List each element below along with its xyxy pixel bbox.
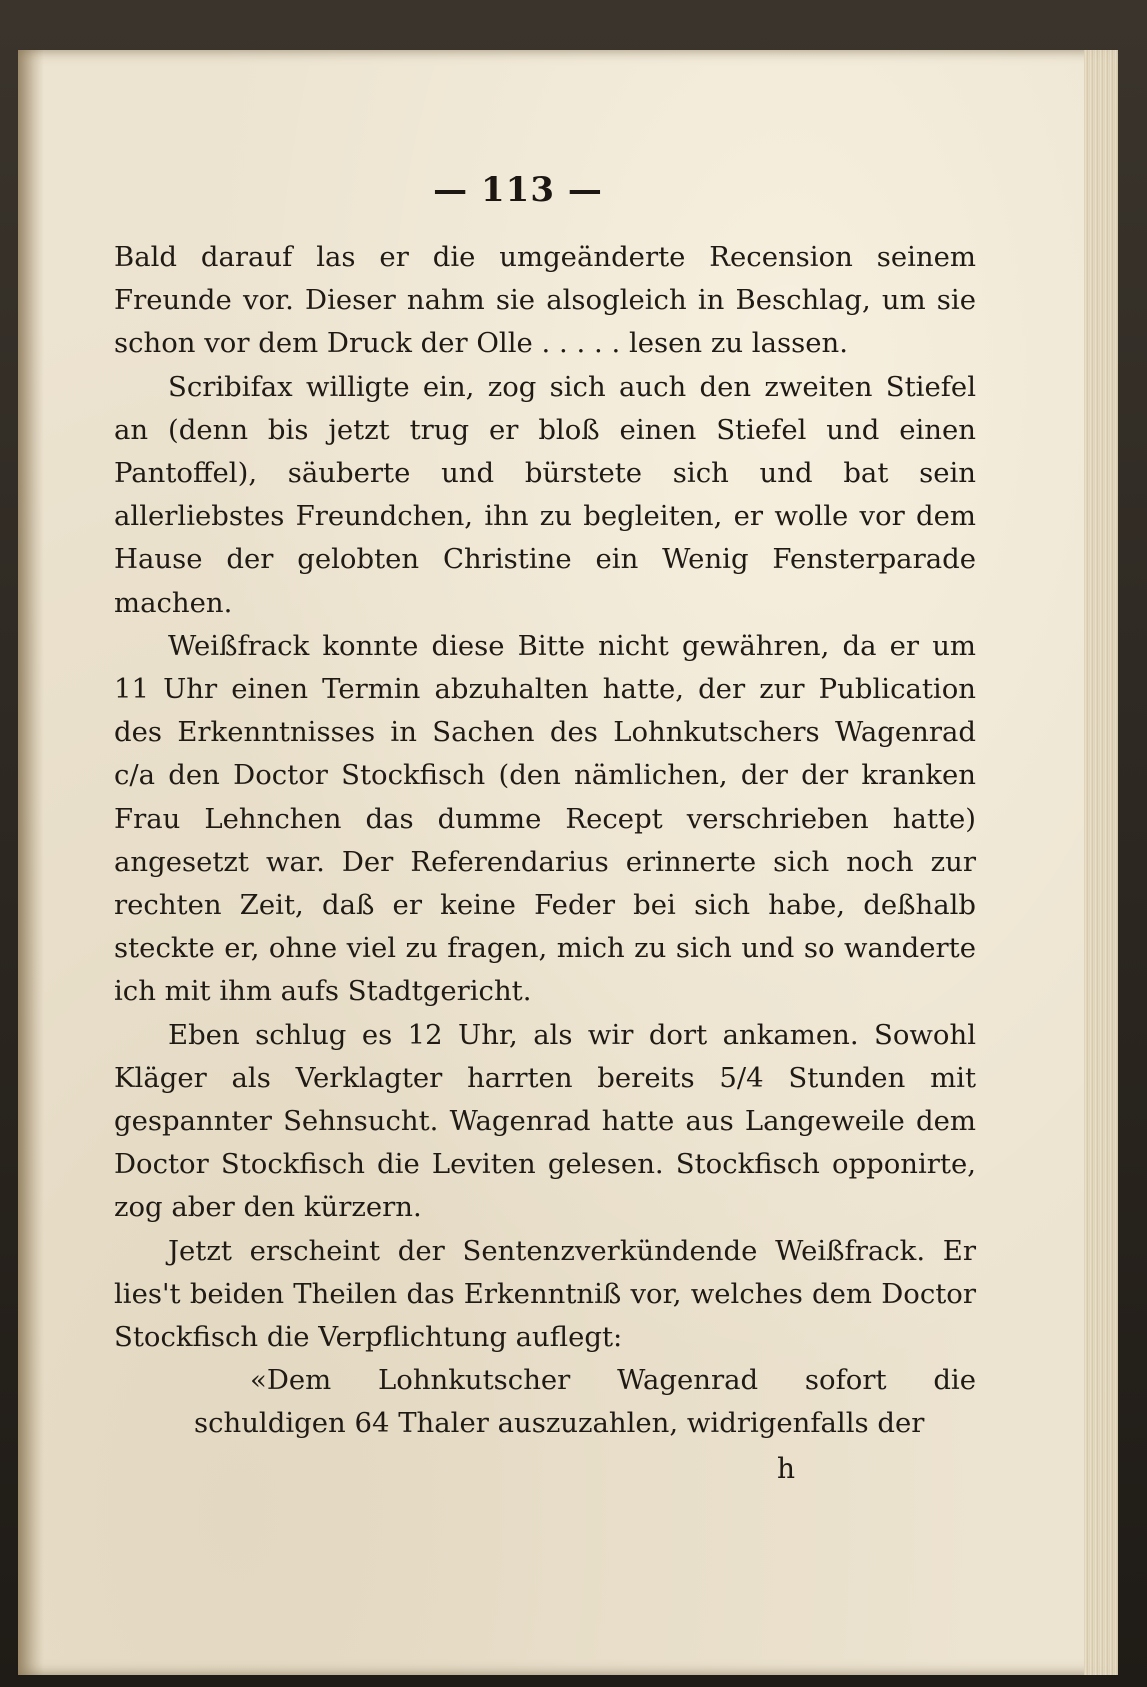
body-text: [114, 236, 976, 1446]
paragraph-2: Scribifax willigte ein, zog sich auch den zweiten Stiefel an (denn bis jetzt trug er bloß einen Stiefel und einen Pantoffel), säuberte und bürstete sich und bat sein allerliebstes Freundchen, ihn zu begleiten, er wolle vor dem Hause der gelobten Christine ein Wenig Fensterparade machen.: [114, 370, 976, 619]
page-edges: [1084, 50, 1118, 1675]
paragraph-4: Eben schlug es 12 Uhr, als wir dort ankamen. Sowohl Kläger als Verklagter harrten bereits 5/4 Stunden mit gespannter Sehnsucht. Wagenrad hatte aus Langeweile dem Doctor Stockfisch die Leviten gelesen. Stockfisch opponirte, zog aber den kürzern.: [114, 1018, 976, 1224]
catchword: h: [776, 1452, 796, 1485]
quoted-judgment: «Dem Lohnkutscher Wagenrad sofort die schuldigen 64 Thaler auszuzahlen, widrigenfalls der: [194, 1364, 976, 1440]
book-page: [18, 50, 1118, 1675]
gutter-shadow: [18, 50, 44, 1675]
paragraph-3: Weißfrack konnte diese Bitte nicht gewähren, da er um 11 Uhr einen Termin abzuhalten hatte, der zur Publication des Erkenntnisses in Sachen des Lohnkutschers Wagenrad c/a den Doctor Stockfisch (den nämlichen, der der kranken Frau Lehnchen das dumme Recept verschrieben hatte) angesetzt war. Der Referendarius erinnerte sich noch zur rechten Zeit, daß er keine Feder bei sich habe, deßhalb steckte er, ohne viel zu fragen, mich zu sich und so wanderte ich mit ihm aufs Stadtgericht.: [114, 629, 976, 1008]
paragraph-1: Bald darauf las er die umgeänderte Recension seinem Freunde vor. Dieser nahm sie alsogleich in Beschlag, um sie schon vor dem Druck der Olle . . . . . lesen zu lassen.: [114, 241, 976, 360]
page-number: — 113 —: [433, 170, 603, 210]
paragraph-5: Jetzt erscheint der Sentenzverkündende Weißfrack. Er lies't beiden Theilen das Erkenntniß vor, welches dem Doctor Stockfisch die Verpflichtung auflegt:: [114, 1234, 976, 1354]
